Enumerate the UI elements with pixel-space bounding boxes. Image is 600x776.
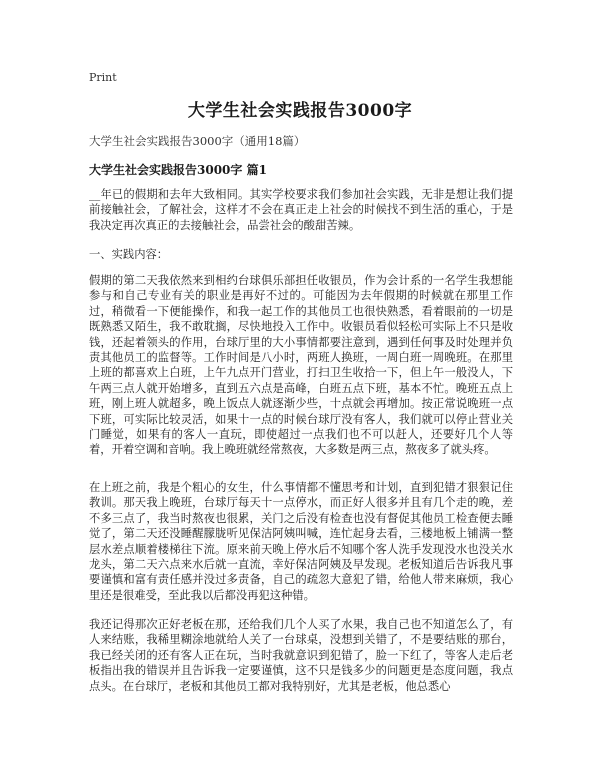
print-label[interactable]: Print	[89, 71, 117, 84]
document-title: 大学生社会实践报告3000字	[187, 101, 413, 121]
paragraph-lesson: 在上班之前，我是个粗心的女生，什么事情都不懂思考和计划，直到犯错才狠狠记住教训。那天我上晚班，台球厅每天十一点停水，而正好人很多并且有几个走的晚，差不多三点了，我当时熬夜也很累，关门之后没有检查也没有督促其他员工检查便去睡觉了，第二天还没睡醒朦胧听见保洁阿姨叫喊，连忙起身去看，三楼地板上铺满一整层水差点顺着楼梯往下流。原来前天晚上停水后不知哪个客人洗手发现没水也没关水龙头，第二天六点来水后就一直流，幸好保洁阿姨及早发现。老板知道后告诉我凡事要谨慎和富有责任感并没过多责备，自己的疏忽大意犯了错，给他人带来麻烦，我心里还是很难受，至此我以后都没再犯这种错。	[89, 481, 513, 602]
section-heading: 大学生社会实践报告3000字 篇1	[89, 163, 267, 177]
paragraph-practice-content: 假期的第二天我依然来到相约台球俱乐部担任收银员，作为会计系的一名学生我想能参与和自己专业有关的职业是再好不过的。可能因为去年假期的时候就在那里工作过，稍微看一下便能操作，和我一起工作的其他员工也很快熟悉，看着眼前的一切是既熟悉又陌生，我不敢耽搁，尽快地投入工作中。收银员看似轻松可实际上不只是收钱，还起着领头的作用，台球厅里的大小事情都要注意到，遇到任何事及时处理并负责其他员工的监督等。工作时间是八小时，两班人换班，一周白班一周晚班。在那里上班的都喜欢上白班，上午九点开门营业，打扫卫生收拾一下，但上午一般没人，下午两三点人就开始增多，直到五六点是高峰，白班五点下班，基本不忙。晚班五点上班，刚上班人就超多，晚上饭点人就逐渐少些，十点就会再增加。按正常说晚班一点下班，可实际比较灵活，如果十一点的时候台球厅没有客人，我们就可以停止营业关门睡觉，如果有的客人一直玩，即使超过一点我们也不可以赶人，还要好几个人等着，开着空调和音响。我上晚班就经常熬夜，大多数是两三点，熬夜多了就头疼。	[89, 274, 513, 457]
document-subtitle: 大学生社会实践报告3000字（通用18篇）	[89, 134, 306, 148]
paragraph-memory: 我还记得那次正好老板在那，还给我们几个人买了水果，我自己也不知道怎么了，有人来结账，我稀里糊涂地就给人关了一台球桌，没想到关错了，不是要结账的那台，我已经关闭的还有客人正在玩，当时我就意识到犯错了，脸一下红了，等客人走后老板指出我的错误并且告诉我一定要谨慎，这不只是钱多少的问题更是态度问题，我点点头。在台球厅，老板和其他员工都对我特别好，尤其是老板，他总悉心	[89, 618, 513, 693]
paragraph-practice-heading: 一、实践内容：	[89, 248, 169, 261]
paragraph-intro: __年已的假期和去年大致相同。其实学校要求我们参加社会实践，无非是想让我们提前接触社会，了解社会，这样才不会在真正走上社会的时候找不到生活的重心，于是我决定再次真正的去接触社会，品尝社会的酸甜苦辣。	[89, 188, 513, 232]
